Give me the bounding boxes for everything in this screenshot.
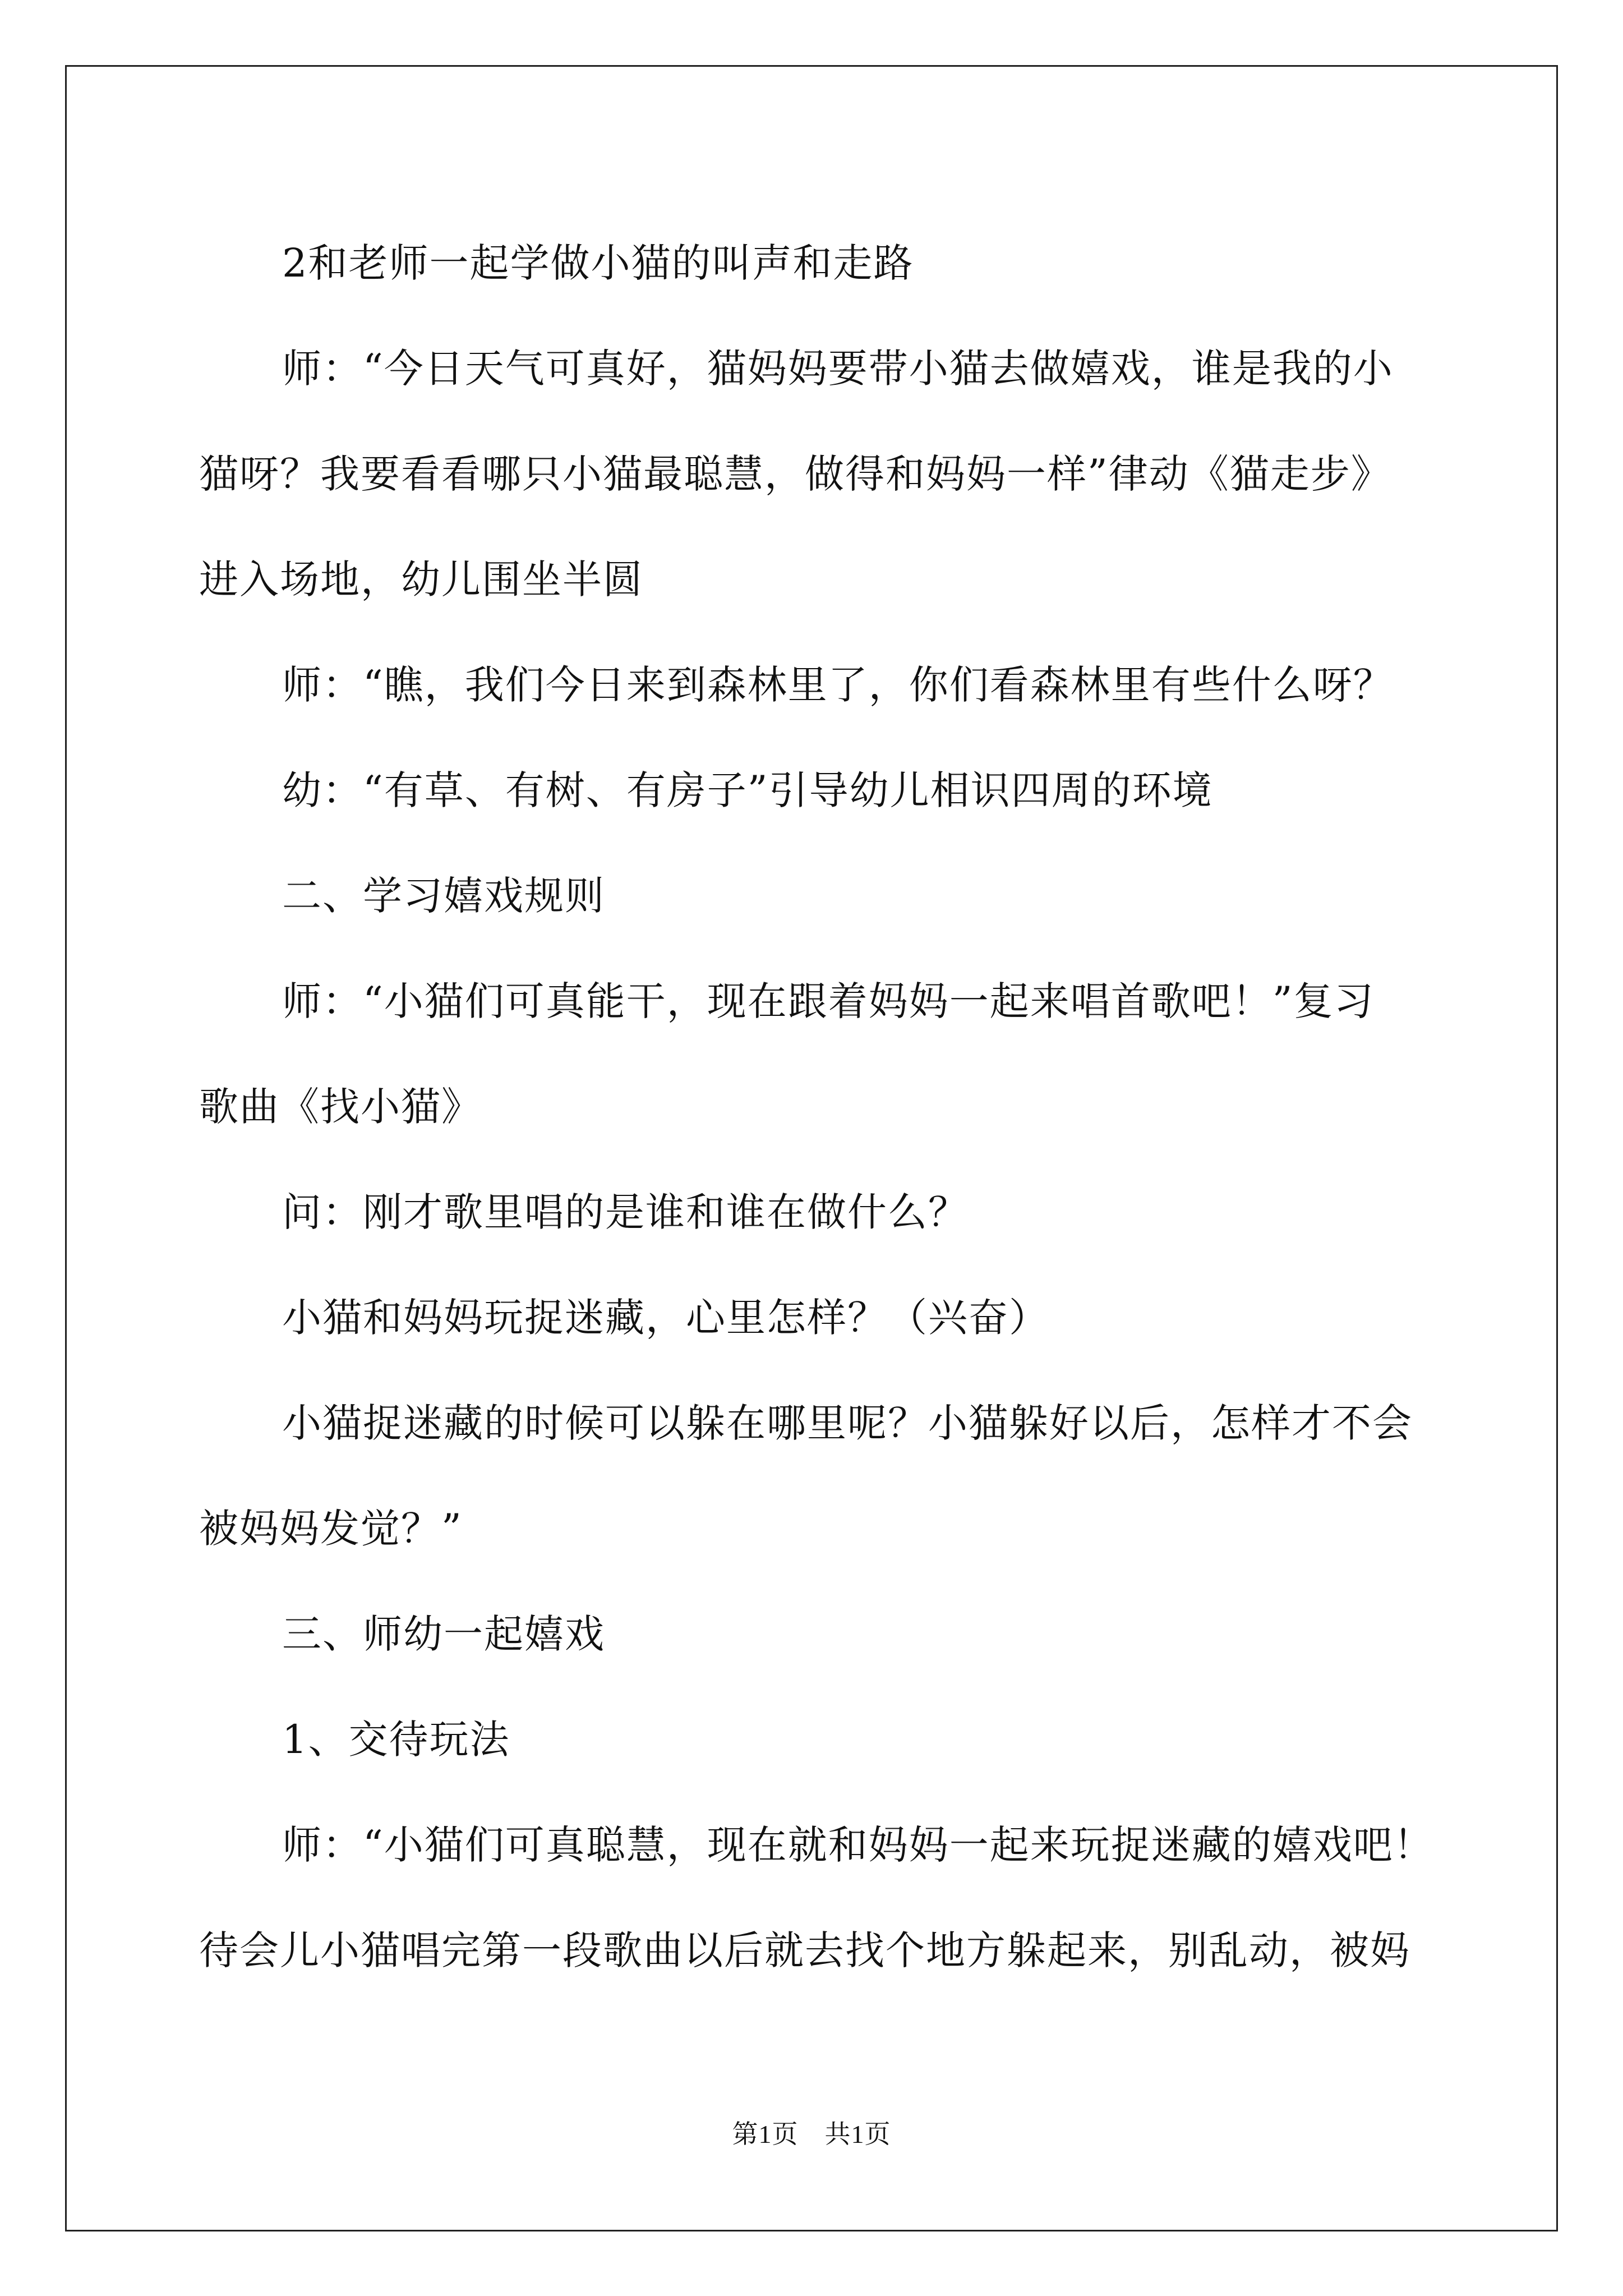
section-heading: 三、师幼一起嬉戏	[282, 1611, 605, 1657]
page-number-footer: 第1页 共1页	[732, 2120, 891, 2148]
paragraph-line: 待会儿小猫唱完第一段歌曲以后就去找个地方躲起来，别乱动，被妈	[199, 1927, 1410, 1973]
paragraph-line: 歌曲《找小猫》	[199, 1084, 482, 1130]
subsection-heading: 1、交待玩法	[282, 1717, 510, 1763]
paragraph-line: 问：刚才歌里唱的是谁和谁在做什么？	[282, 1189, 969, 1235]
paragraph-line: 师：“小猫们可真能干，现在跟着妈妈一起来唱首歌吧！”复习	[282, 978, 1375, 1024]
paragraph-line: 小猫和妈妈玩捉迷藏，心里怎样？（兴奋）	[282, 1295, 1049, 1341]
section-heading: 二、学习嬉戏规则	[282, 873, 605, 919]
paragraph-line: 师：“瞧，我们今日来到森林里了，你们看森林里有些什么呀？	[282, 662, 1394, 708]
paragraph-line: 2和老师一起学做小猫的叫声和走路	[282, 240, 914, 286]
paragraph-line: 师：“小猫们可真聪慧，现在就和妈妈一起来玩捉迷藏的嬉戏吧！	[282, 1822, 1434, 1868]
paragraph-line: 幼：“有草、有树、有房子”引导幼儿相识四周的环境	[282, 767, 1213, 813]
paragraph-line: 师：“今日天气可真好，猫妈妈要带小猫去做嬉戏，谁是我的小	[282, 346, 1394, 392]
paragraph-line: 进入场地，幼儿围坐半圆	[199, 556, 643, 602]
paragraph-line: 被妈妈发觉？”	[199, 1506, 463, 1552]
paragraph-line: 猫呀？我要看看哪只小猫最聪慧，做得和妈妈一样”律动《猫走步》	[199, 451, 1391, 497]
paragraph-line: 小猫捉迷藏的时候可以躲在哪里呢？小猫躲好以后，怎样才不会	[282, 1400, 1413, 1446]
document-body	[199, 210, 1433, 2003]
